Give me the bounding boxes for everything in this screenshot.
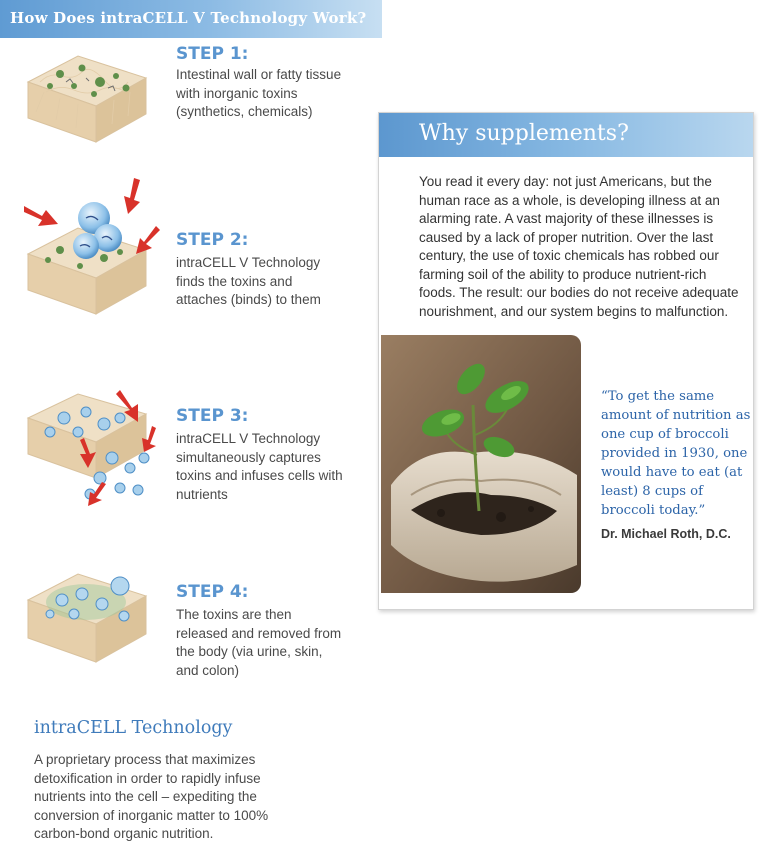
tissue-illustration-icon (20, 42, 152, 152)
hands-seedling-photo (381, 335, 581, 593)
step-3-heading: STEP 3: (176, 406, 249, 426)
nutrient-infusion-illustration-icon (20, 388, 172, 512)
why-supplements-card (378, 112, 754, 610)
step-4-heading: STEP 4: (176, 582, 249, 602)
step-2-description: intraCELL V Technology finds the toxins and attaches (binds) to them (176, 255, 321, 307)
binding-molecules-illustration-icon (20, 176, 170, 326)
step-1 (0, 42, 360, 162)
card-header (379, 113, 753, 157)
card-body-text: You read it every day: not just Americans, but the human race as a whole, is developing illness at an alarming rate. A vast majority of these illnesses is caused by a lack of proper nutrition. Over the last century, the use of toxic chemicals has robbed our farming soil of the ability to produce nutrient-rich foods. The result: our bodies do not receive adequate nourishment, and our system begins to malfunction. (419, 174, 739, 319)
broccoli-quote: “To get the same amount of nutrition as one cup of broccoli provided in 1930, one would have to eat (at least) 8 cups of broccoli today.” (601, 389, 751, 518)
step-2-heading: STEP 2: (176, 230, 249, 250)
main-header-banner (0, 0, 382, 38)
technology-description: A proprietary process that maximizes detoxification in order to rapidly infuse nutrients into the cell – expediting the conversion of inorganic matter to 100% carbon-bond organic nutrition. (34, 752, 269, 841)
step-4 (0, 566, 360, 686)
step-3 (0, 388, 360, 518)
step-3-description: intraCELL V Technology simultaneously captures toxins and infuses cells with nutrients (176, 431, 343, 502)
quote-attribution: Dr. Michael Roth, D.C. (601, 527, 731, 541)
step-1-heading: STEP 1: (176, 44, 249, 64)
seedling-icon (381, 335, 581, 593)
step-4-description: The toxins are then released and removed from the body (via urine, skin, and colon) (176, 607, 342, 678)
card-title: Why supplements? (419, 121, 629, 146)
technology-title: intraCELL Technology (34, 718, 233, 738)
step-2 (0, 176, 360, 336)
main-header-title: How Does intraCELL V Technology Work? (10, 9, 367, 27)
step-1-description: Intestinal wall or fatty tissue with inorganic toxins (synthetics, chemicals) (176, 67, 342, 119)
toxin-removal-illustration-icon (20, 566, 152, 674)
